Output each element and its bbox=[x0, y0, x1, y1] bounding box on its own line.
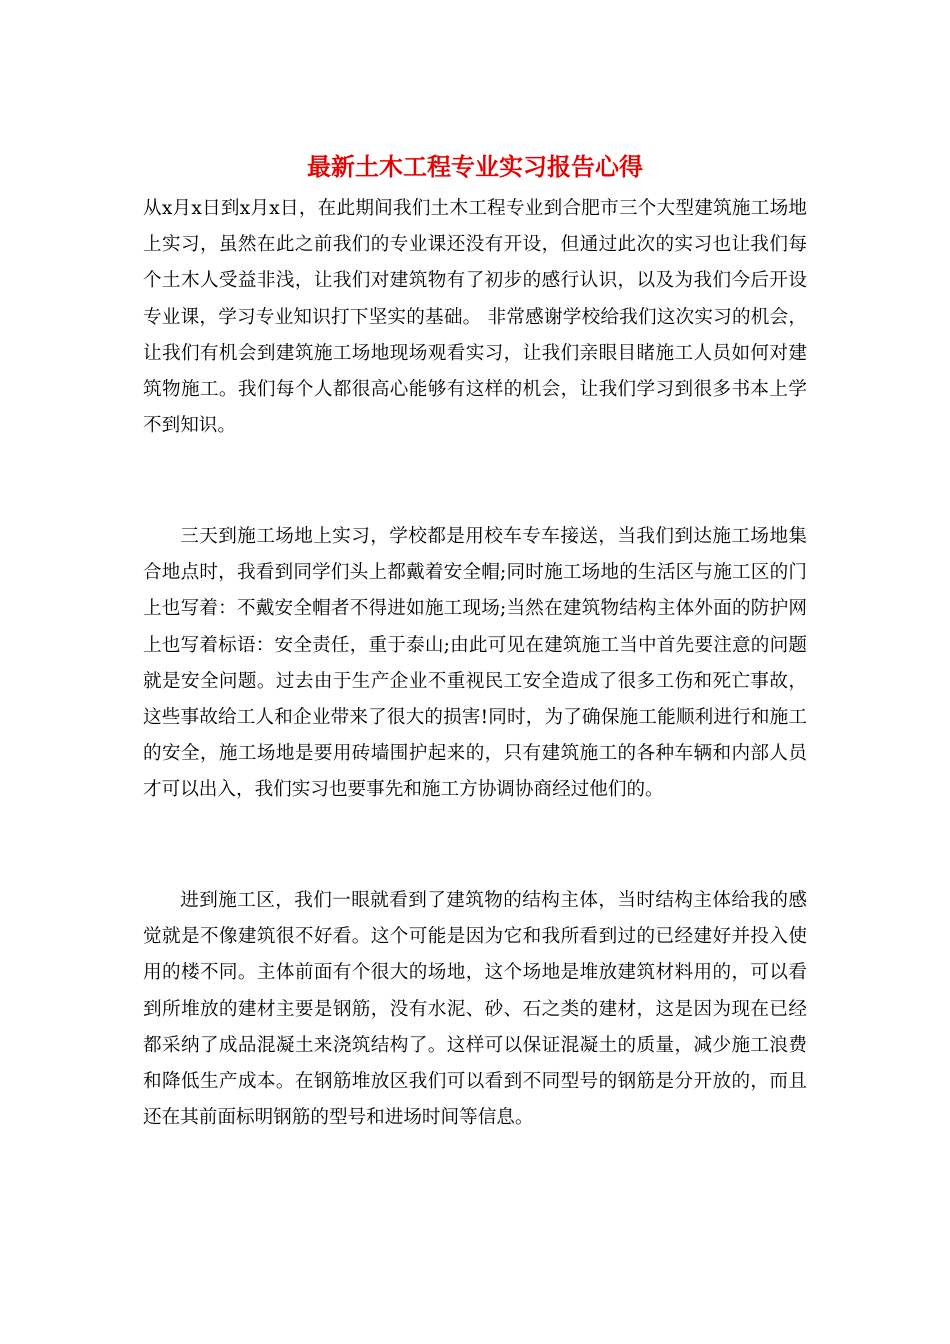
paragraph-2: 三天到施工场地上实习，学校都是用校车专车接送，当我们到达施工场地集合地点时，我看到同学们头上都戴着安全帽;同时施工场地的生活区与施工区的门上也写着：不戴安全帽者不得进如施工现场;当然在建筑物结构主体外面的防护网上也写着标语：安全责任，重于泰山;由此可见在建筑施工当中首先要注意的问题就是安全问题。过去由于生产企业不重视民工安全造成了很多工伤和死亡事故，这些事故给工人和企业带来了很大的损害!同时，为了确保施工能顺利进行和施工的安全，施工场地是要用砖墙围护起来的，只有建筑施工的各种车辆和内部人员才可以出入，我们实习也要事先和施工方协调协商经过他们的。 bbox=[143, 526, 807, 801]
paragraph-1: 从x月x日到x月x日，在此期间我们土木工程专业到合肥市三个大型建筑施工场地上实习，虽然在此之前我们的专业课还没有开设，但通过此次的实习也让我们每个土木人受益非浅，让我们对建筑物有了初步的感行认识，以及为我们今后开设专业课，学习专业知识打下坚实的基础。 非常感谢学校给我们这次实习的机会，让我们有机会到建筑施工场地现场观看实习，让我们亲眼目睹施工人员如何对建筑物施工。我们每个人都很高心能够有这样的机会，让我们学习到很多书本上学不到知识。 bbox=[143, 198, 807, 437]
document-title: 最新土木工程专业实习报告心得 bbox=[307, 152, 643, 181]
paragraph-3: 进到施工区，我们一眼就看到了建筑物的结构主体，当时结构主体给我的感觉就是不像建筑很不好看。这个可能是因为它和我所看到过的已经建好并投入使用的楼不同。主体前面有个很大的场地，这个场地是堆放建筑材料用的，可以看到所堆放的建材主要是钢筋，没有水泥、砂、石之类的建材，这是因为现在已经都采纳了成品混凝土来浇筑结构了。这样可以保证混凝土的质量，减少施工浪费和降低生产成本。在钢筋堆放区我们可以看到不同型号的钢筋是分开放的，而且还在其前面标明钢筋的型号和进场时间等信息。 bbox=[143, 890, 807, 1129]
